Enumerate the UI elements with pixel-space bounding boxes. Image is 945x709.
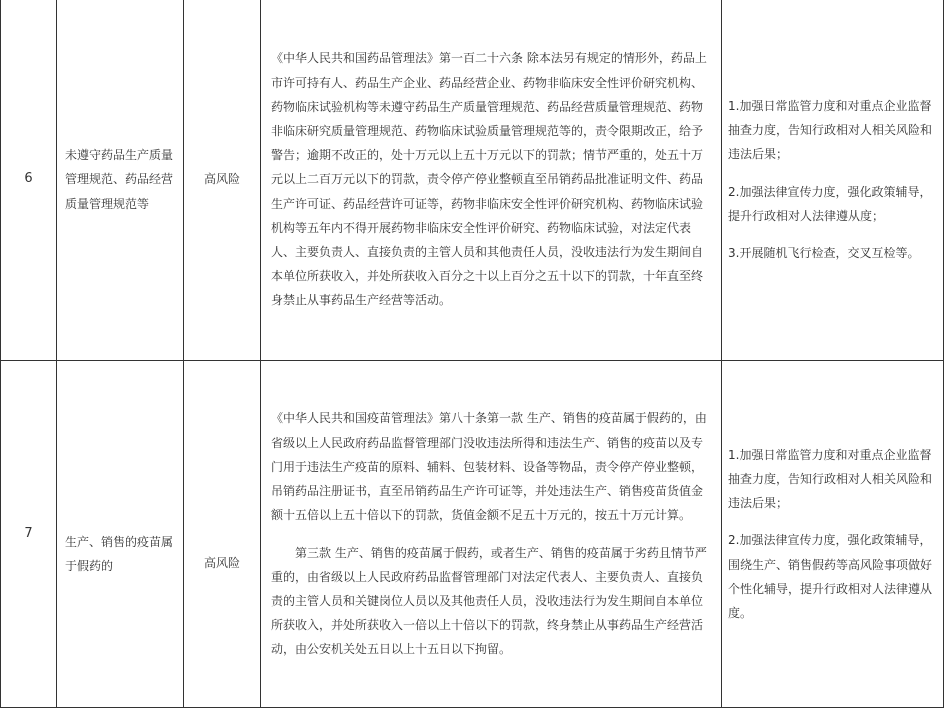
law-paragraph: 《中华人民共和国药品管理法》第一百二十六条 除本法另有规定的情形外，药品上市许可持有人、药品生产企业、药品经营企业、药物非临床安全性评价研究机构、药物临床试验机构等未遵守药品生产质量管理规范、药品经营质量管理规范、药物非临床研究质量管理规范、药物临床试验质量管理规范等的，责令限期改正，给予警告；逾期不改正的，处十万元以上五十万元以下的罚款；情节严重的，处五十万元以上二百万元以下的罚款，责令停产停业整顿直至吊销药品批准证明文件、药品生产许可证、药品经营许可证等，药物非临床安全性评价研究机构、药物临床试验机构等五年内不得开展药物非临床安全性评价研究、药物临床试验，对法定代表人、主要负责人、直接负责的主管人员和其他责任人员，没收违法行为发生期间自本单位所获收入，并处所获收入百分之十以上百分之五十以下的罚款，十年直至终身禁止从事药品生产经营等活动。 (271, 51, 707, 308)
law-paragraph: 《中华人民共和国疫苗管理法》第八十条第一款 生产、销售的疫苗属于假药的，由省级以上人民政府药品监督管理部门没收违法所得和违法生产、销售的疫苗以及专门用于违法生产疫苗的原料、辅料、包装材料、设备等物品，责令停产停业整顿，吊销药品注册证书，直至吊销药品生产许可证等，并处违法生产、销售疫苗货值金额十五倍以上五十倍以下的罚款，货值金额不足五十万元的，按五十万元计算。 (271, 411, 707, 523)
item-name: 未遵守药品生产质量管理规范、药品经营质量管理规范等 (57, 0, 184, 361)
law-provision (261, 0, 722, 361)
law-paragraph: 第三款 生产、销售的疫苗属于假药，或者生产、销售的疫苗属于劣药且情节严重的，由省级以上人民政府药品监督管理部门对法定代表人、主要负责人、直接负责的主管人员和关键岗位人员以及其他责任人员，没收违法行为发生期间自本单位所获收入，并处所获收入一倍以上十倍以下的罚款，终身禁止从事药品生产经营活动，由公安机关处五日以上十五日以下拘留。 (271, 545, 707, 657)
table-row (1, 361, 944, 708)
measure-item: 2.加强法律宣传力度，强化政策辅导，提升行政相对人法律遵从度； (728, 184, 932, 223)
measure-item: 3.开展随机飞行检查，交叉互检等。 (728, 245, 920, 260)
item-name: 生产、销售的疫苗属于假药的 (57, 361, 184, 708)
measures-cell (722, 0, 944, 361)
law-provision (261, 361, 722, 708)
measure-item: 2.加强法律宣传力度，强化政策辅导，围绕生产、销售假药等高风险事项做好个性化辅导，提升行政相对人法律遵从度。 (728, 533, 933, 620)
table-row (1, 0, 944, 361)
row-number: 6 (1, 0, 57, 361)
measure-item: 1.加强日常监管力度和对重点企业监督抽查力度，告知行政相对人相关风险和违法后果； (728, 447, 933, 511)
measures-cell (722, 361, 944, 708)
risk-level: 高风险 (184, 0, 261, 361)
risk-level: 高风险 (184, 361, 261, 708)
row-number: 7 (1, 361, 57, 708)
measure-item: 1.加强日常监管力度和对重点企业监督抽查力度，告知行政相对人相关风险和违法后果； (728, 98, 933, 162)
